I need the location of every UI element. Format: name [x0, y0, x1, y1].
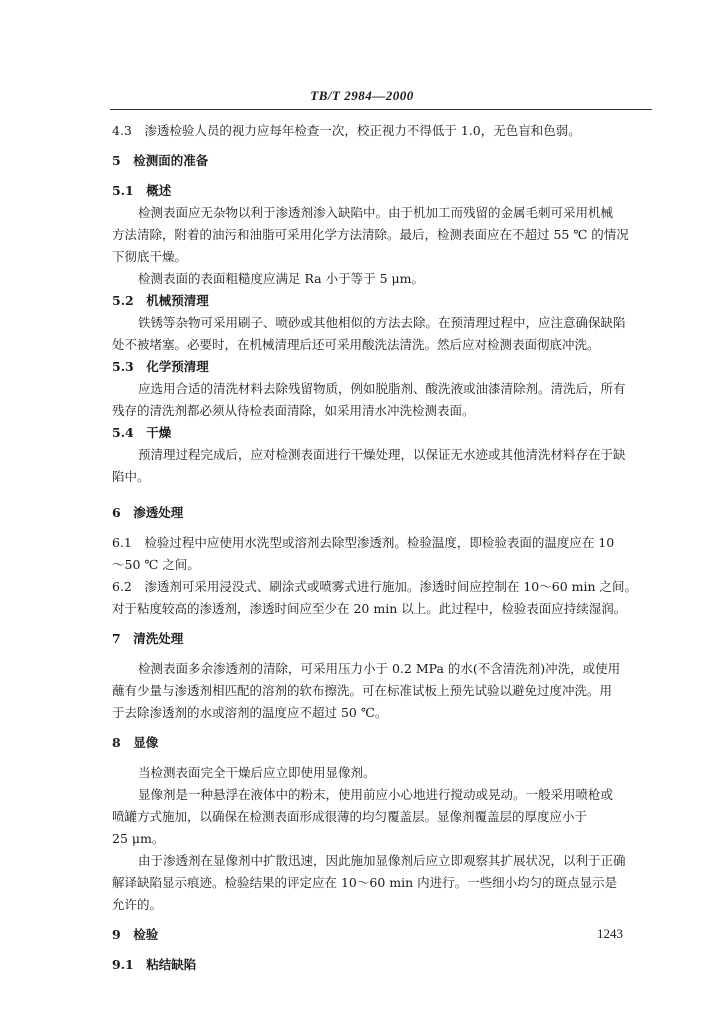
paragraph-line: 显像剂是一种悬浮在液体中的粉末，使用前应小心地进行搅动或晃动。一般采用喷枪或 — [138, 787, 614, 802]
paragraph-line: 解译缺陷显示痕迹。检验结果的评定应在 10～60 min 内进行。一些细小均匀的斑点显示是 — [112, 875, 618, 890]
section-8-heading: 8 显像 — [112, 735, 159, 750]
page-header: TB/T 2984—2000 — [310, 88, 414, 103]
header-divider — [110, 109, 652, 110]
paragraph-line: 陷中。 — [112, 469, 150, 484]
section-7-heading: 7 清洗处理 — [112, 631, 184, 646]
section-5-heading: 5 检测面的准备 — [112, 153, 209, 168]
paragraph-line: 处不被堵塞。必要时，在机械清理后还可采用酸洗法清洗。然后应对检测表面彻底冲洗。 — [112, 337, 600, 352]
paragraph-line: 检测表面的表面粗糙度应满足 Ra 小于等于 5 μm。 — [138, 271, 424, 286]
paragraph-line: 喷罐方式施加，以确保在检测表面形成很薄的均匀覆盖层。显像剂覆盖层的厚度应小于 — [112, 809, 588, 824]
paragraph-line: ～50 ℃ 之间。 — [112, 557, 200, 572]
paragraph-line: 铁锈等杂物可采用刷子、喷砂或其他相似的方法去除。在预清理过程中，应注意确保缺陷 — [138, 315, 626, 330]
paragraph-line: 检测表面应无杂物以利于渗透剂渗入缺陷中。由于机加工而残留的金属毛刺可采用机械 — [138, 205, 614, 220]
document-body — [112, 120, 654, 976]
paragraph-line: 预清理过程完成后，应对检测表面进行干燥处理，以保证无水迹或其他清洗材料存在于缺 — [138, 447, 626, 462]
paragraph-line: 检测表面多余渗透剂的清除，可采用压力小于 0.2 MPa 的水(不含清洗剂)冲洗，或使用 — [138, 661, 621, 676]
section-5-4-heading: 5.4 干燥 — [112, 425, 172, 440]
paragraph-line: 蘸有少量与渗透剂相匹配的溶剂的软布擦洗。可在标准试板上预先试验以避免过度冲洗。用 — [112, 683, 613, 698]
paragraph-line: 25 μm。 — [112, 831, 165, 846]
section-5-2-heading: 5.2 机械预清理 — [112, 293, 209, 308]
paragraph-line: 对于粘度较高的渗透剂，渗透时间应至少在 20 min 以上。此过程中，检验表面应持续湿润。 — [112, 601, 627, 616]
section-6-heading: 6 渗透处理 — [112, 505, 184, 520]
clause-4-3: 4.3 渗透检验人员的视力应每年检查一次，校正视力不得低于 1.0，无色盲和色弱。 — [112, 123, 581, 138]
section-5-1-heading: 5.1 概述 — [112, 183, 172, 198]
section-9-heading: 9 检验 — [112, 927, 159, 942]
paragraph-line: 允许的。 — [112, 897, 163, 912]
paragraph-line: 由于渗透剂在显像剂中扩散迅速，因此施加显像剂后应立即观察其扩展状况，以利于正确 — [138, 853, 626, 868]
page-number: 1243 — [597, 926, 623, 941]
section-5-3-heading: 5.3 化学预清理 — [112, 359, 209, 374]
paragraph-line: 残存的清洗剂都必须从待检表面清除，如采用清水冲洗检测表面。 — [112, 403, 475, 418]
paragraph-line: 应选用合适的清洗材料去除残留物质，例如脱脂剂、酸洗液或油漆清除剂。清洗后，所有 — [138, 381, 626, 396]
section-9-1-heading: 9.1 粘结缺陷 — [112, 957, 197, 972]
paragraph-line: 当检测表面完全干燥后应立即使用显像剂。 — [138, 765, 376, 780]
clause-6-1: 6.1 检验过程中应使用水洗型或溶剂去除型渗透剂。检验温度，即检验表面的温度应在 10 — [112, 535, 615, 550]
paragraph-line: 于去除渗透剂的水或溶剂的温度应不超过 50 ℃。 — [112, 705, 388, 720]
clause-6-2: 6.2 渗透剂可采用浸没式、刷涂式或喷雾式进行施加。渗透时间应控制在 10～60 min 之间。 — [112, 579, 638, 594]
paragraph-line: 下彻底干燥。 — [112, 249, 188, 264]
paragraph-line: 方法清除，附着的油污和油脂可采用化学方法清除。最后，检测表面应在不超过 55 ℃ 的情况 — [112, 227, 629, 242]
